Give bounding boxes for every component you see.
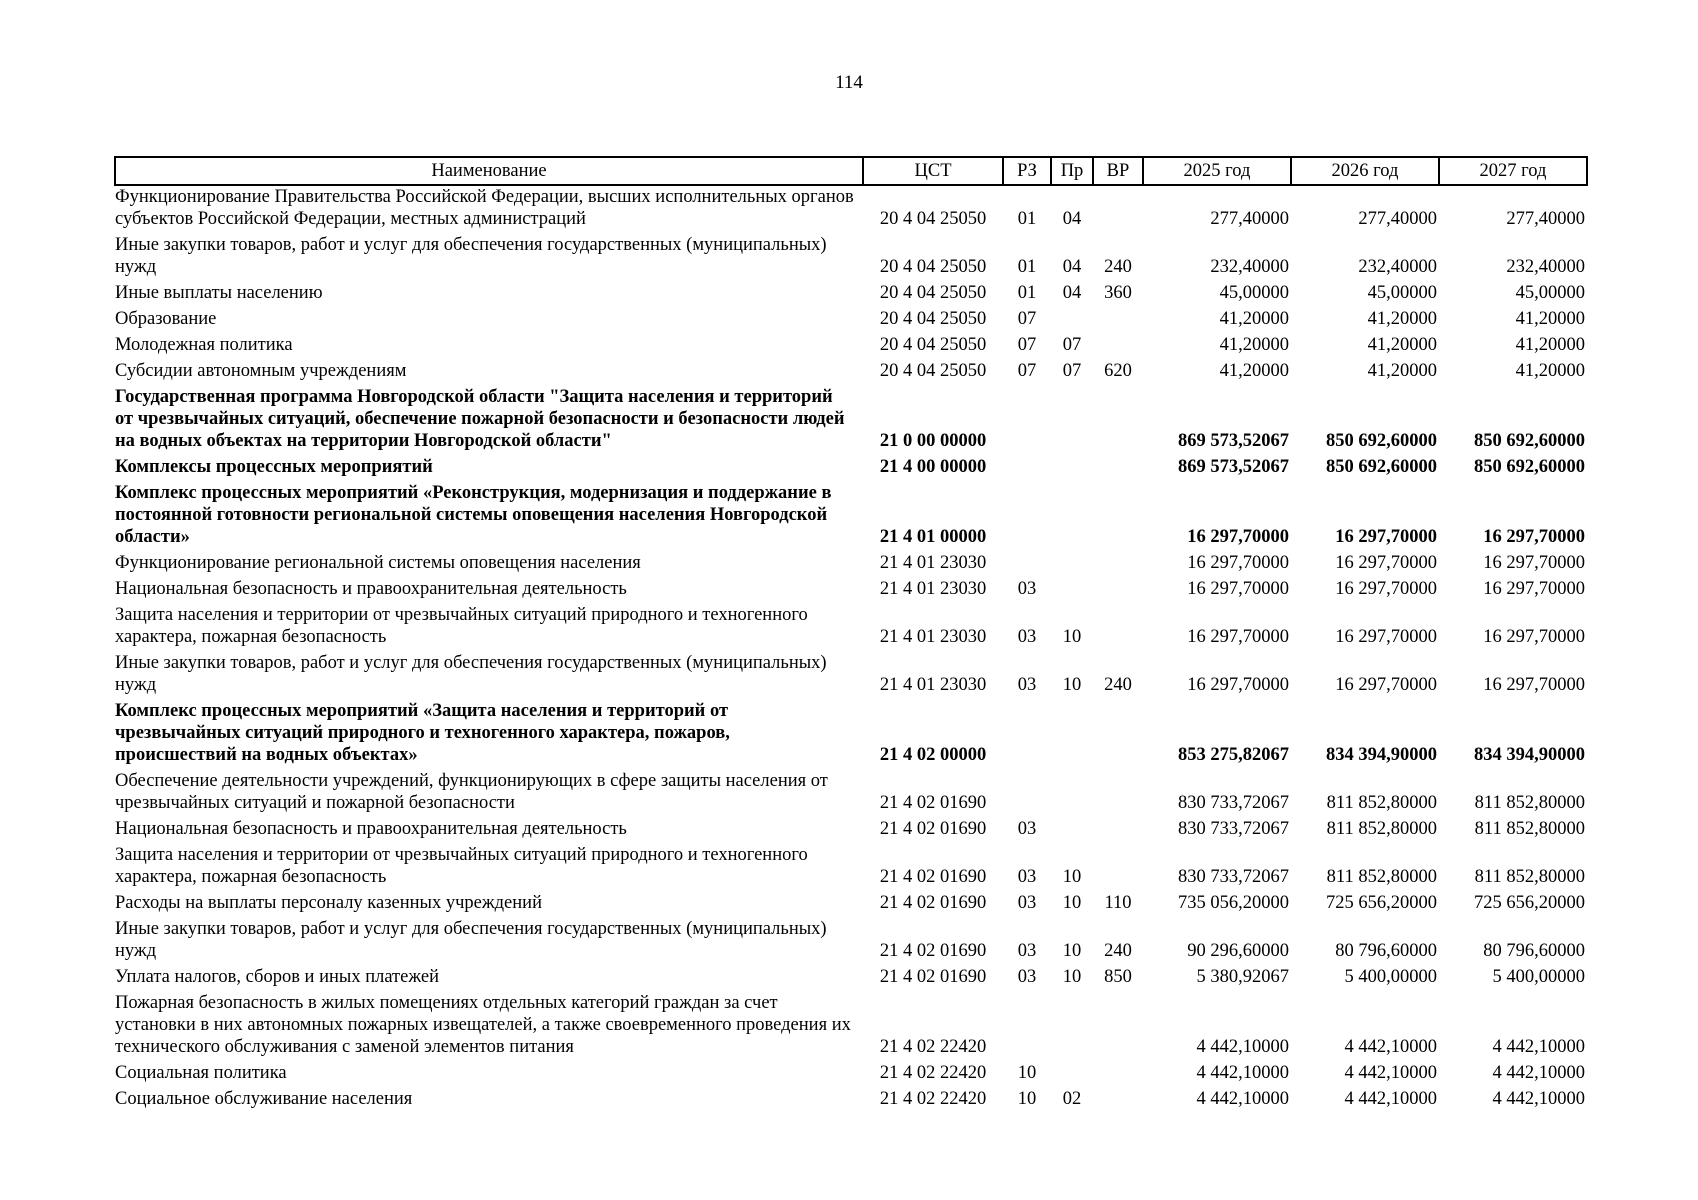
row-pr: 10 bbox=[1062, 941, 1082, 961]
row-name: Функционирование Правительства Российской Федерации, высших исполнительных органов субъектов Российской Федерации, местных администраций bbox=[115, 187, 854, 229]
row-name: Субсидии автономным учреждениям bbox=[115, 361, 407, 381]
row-2025: 735 056,20000 bbox=[1178, 893, 1289, 913]
row-2025: 16 297,70000 bbox=[1187, 675, 1289, 695]
row-2027: 16 297,70000 bbox=[1483, 579, 1585, 599]
row-cst: 20 4 04 25050 bbox=[879, 309, 987, 329]
row-vr bbox=[1093, 552, 1143, 578]
row-rz bbox=[1003, 482, 1051, 552]
row-cst: 21 4 02 01690 bbox=[879, 867, 987, 887]
row-pr: 10 bbox=[1062, 893, 1082, 913]
row-name: Национальная безопасность и правоохранительная деятельность bbox=[115, 579, 627, 599]
table-row bbox=[115, 1062, 1587, 1088]
table-row bbox=[115, 844, 1587, 892]
row-2026: 16 297,70000 bbox=[1335, 527, 1437, 547]
row-vr bbox=[1093, 700, 1143, 770]
row-vr bbox=[1093, 844, 1143, 892]
table-row bbox=[115, 552, 1587, 578]
row-2025: 830 733,72067 bbox=[1178, 819, 1289, 839]
row-2026: 277,40000 bbox=[1358, 209, 1437, 229]
row-cst: 20 4 04 25050 bbox=[879, 257, 987, 277]
row-cst: 20 4 04 25050 bbox=[879, 283, 987, 303]
row-2026: 4 442,10000 bbox=[1344, 1089, 1437, 1109]
row-2027: 16 297,70000 bbox=[1483, 675, 1585, 695]
row-2026: 16 297,70000 bbox=[1335, 675, 1437, 695]
row-2025: 232,40000 bbox=[1210, 257, 1289, 277]
table-row bbox=[115, 578, 1587, 604]
table-row bbox=[115, 992, 1587, 1062]
row-vr: 110 bbox=[1104, 893, 1132, 913]
row-pr bbox=[1051, 482, 1093, 552]
row-vr bbox=[1093, 818, 1143, 844]
row-pr bbox=[1051, 552, 1093, 578]
row-rz bbox=[1003, 456, 1051, 482]
table-row bbox=[115, 1088, 1587, 1114]
row-2026: 16 297,70000 bbox=[1335, 627, 1437, 647]
row-vr: 240 bbox=[1104, 257, 1132, 277]
row-cst: 21 4 01 23030 bbox=[879, 553, 987, 573]
row-2026: 16 297,70000 bbox=[1335, 553, 1437, 573]
row-2026: 41,20000 bbox=[1367, 309, 1437, 329]
row-cst: 21 4 02 22420 bbox=[879, 1089, 987, 1109]
row-pr bbox=[1051, 992, 1093, 1062]
row-vr bbox=[1093, 482, 1143, 552]
row-rz: 10 bbox=[1017, 1089, 1037, 1109]
row-rz: 03 bbox=[1017, 867, 1037, 887]
row-2026: 811 852,80000 bbox=[1326, 867, 1437, 887]
table-row bbox=[115, 185, 1587, 234]
row-2026: 850 692,60000 bbox=[1326, 457, 1437, 477]
row-name: Иные выплаты населению bbox=[115, 283, 323, 303]
row-name: Образование bbox=[115, 309, 217, 329]
table-row bbox=[115, 334, 1587, 360]
row-cst: 21 4 01 23030 bbox=[879, 675, 987, 695]
table-row bbox=[115, 818, 1587, 844]
row-2026: 80 796,60000 bbox=[1335, 941, 1437, 961]
row-name: Защита населения и территории от чрезвычайных ситуаций природного и техногенного характера, пожарная безопасность bbox=[115, 605, 808, 647]
row-rz bbox=[1003, 992, 1051, 1062]
row-name: Расходы на выплаты персоналу казенных учреждений bbox=[115, 893, 542, 913]
row-name: Социальная политика bbox=[115, 1063, 287, 1083]
row-cst: 20 4 04 25050 bbox=[879, 361, 987, 381]
row-rz: 01 bbox=[1017, 209, 1037, 229]
row-pr bbox=[1051, 1062, 1093, 1088]
row-2027: 232,40000 bbox=[1506, 257, 1585, 277]
table-row bbox=[115, 234, 1587, 282]
row-vr bbox=[1093, 992, 1143, 1062]
row-2027: 811 852,80000 bbox=[1474, 867, 1585, 887]
row-2027: 850 692,60000 bbox=[1474, 431, 1585, 451]
row-2025: 5 380,92067 bbox=[1196, 967, 1289, 987]
row-2025: 4 442,10000 bbox=[1196, 1063, 1289, 1083]
row-vr bbox=[1093, 770, 1143, 818]
row-cst: 21 4 02 01690 bbox=[879, 967, 987, 987]
row-rz: 03 bbox=[1017, 819, 1037, 839]
row-pr: 04 bbox=[1062, 283, 1082, 303]
row-cst: 21 4 02 22420 bbox=[879, 1063, 987, 1083]
row-vr: 620 bbox=[1104, 361, 1132, 381]
row-2027: 41,20000 bbox=[1515, 361, 1585, 381]
table-body bbox=[115, 185, 1587, 1114]
row-rz: 01 bbox=[1017, 257, 1037, 277]
row-name: Комплексы процессных мероприятий bbox=[115, 457, 433, 477]
row-2027: 4 442,10000 bbox=[1492, 1037, 1585, 1057]
row-pr: 04 bbox=[1062, 257, 1082, 277]
header-2025: 2025 год bbox=[1143, 157, 1291, 185]
row-cst: 20 4 04 25050 bbox=[879, 209, 987, 229]
row-2025: 45,00000 bbox=[1219, 283, 1289, 303]
row-name: Функционирование региональной системы оповещения населения bbox=[115, 553, 641, 573]
row-pr bbox=[1051, 700, 1093, 770]
header-cst: ЦСТ bbox=[863, 157, 1003, 185]
row-2025: 853 275,82067 bbox=[1178, 745, 1289, 765]
page-number: 114 bbox=[835, 72, 863, 93]
row-2025: 277,40000 bbox=[1210, 209, 1289, 229]
row-rz: 07 bbox=[1017, 309, 1037, 329]
row-2025: 41,20000 bbox=[1219, 335, 1289, 355]
row-rz: 01 bbox=[1017, 283, 1037, 303]
row-2025: 16 297,70000 bbox=[1187, 627, 1289, 647]
row-pr: 04 bbox=[1062, 209, 1082, 229]
row-cst: 21 4 01 00000 bbox=[879, 527, 987, 547]
row-vr bbox=[1093, 1088, 1143, 1114]
row-2027: 277,40000 bbox=[1506, 209, 1585, 229]
header-vr: ВР bbox=[1093, 157, 1143, 185]
row-2026: 811 852,80000 bbox=[1326, 819, 1437, 839]
table-row bbox=[115, 482, 1587, 552]
row-pr: 10 bbox=[1062, 627, 1082, 647]
row-vr bbox=[1093, 578, 1143, 604]
row-cst: 21 0 00 00000 bbox=[879, 431, 987, 451]
row-name: Молодежная политика bbox=[115, 335, 293, 355]
row-2027: 80 796,60000 bbox=[1483, 941, 1585, 961]
table-row bbox=[115, 966, 1587, 992]
row-2026: 5 400,00000 bbox=[1344, 967, 1437, 987]
row-rz: 03 bbox=[1017, 941, 1037, 961]
row-vr bbox=[1093, 334, 1143, 360]
row-2025: 16 297,70000 bbox=[1187, 553, 1289, 573]
row-rz: 10 bbox=[1017, 1063, 1037, 1083]
row-pr: 10 bbox=[1062, 675, 1082, 695]
row-cst: 21 4 02 01690 bbox=[879, 893, 987, 913]
row-2025: 4 442,10000 bbox=[1196, 1037, 1289, 1057]
row-name: Пожарная безопасность в жилых помещениях отдельных категорий граждан за счет установки в них автономных пожарных извещателей, а также своевременного проведения их технического обслуживания с заменой элементов питания bbox=[115, 993, 851, 1057]
row-vr bbox=[1093, 386, 1143, 456]
row-pr: 10 bbox=[1062, 967, 1082, 987]
row-2025: 41,20000 bbox=[1219, 309, 1289, 329]
row-cst: 21 4 01 23030 bbox=[879, 579, 987, 599]
row-name: Иные закупки товаров, работ и услуг для обеспечения государственных (муниципальных) нужд bbox=[115, 919, 827, 961]
table-row bbox=[115, 652, 1587, 700]
row-vr bbox=[1093, 1062, 1143, 1088]
row-rz: 03 bbox=[1017, 893, 1037, 913]
row-pr: 07 bbox=[1062, 361, 1082, 381]
row-pr bbox=[1051, 818, 1093, 844]
row-cst: 21 4 02 01690 bbox=[879, 941, 987, 961]
row-2026: 4 442,10000 bbox=[1344, 1063, 1437, 1083]
row-2026: 45,00000 bbox=[1367, 283, 1437, 303]
row-2027: 16 297,70000 bbox=[1483, 527, 1585, 547]
row-rz bbox=[1003, 552, 1051, 578]
row-pr bbox=[1051, 308, 1093, 334]
row-2027: 16 297,70000 bbox=[1483, 627, 1585, 647]
row-cst: 21 4 02 01690 bbox=[879, 793, 987, 813]
row-2026: 811 852,80000 bbox=[1326, 793, 1437, 813]
row-vr: 850 bbox=[1104, 967, 1132, 987]
row-2025: 4 442,10000 bbox=[1196, 1089, 1289, 1109]
row-cst: 20 4 04 25050 bbox=[879, 335, 987, 355]
row-2026: 834 394,90000 bbox=[1326, 745, 1437, 765]
row-rz bbox=[1003, 770, 1051, 818]
row-2026: 4 442,10000 bbox=[1344, 1037, 1437, 1057]
row-2025: 830 733,72067 bbox=[1178, 793, 1289, 813]
row-2027: 811 852,80000 bbox=[1474, 793, 1585, 813]
row-cst: 21 4 02 22420 bbox=[879, 1037, 987, 1057]
row-vr bbox=[1093, 185, 1143, 234]
row-vr bbox=[1093, 308, 1143, 334]
header-pr: Пр bbox=[1051, 157, 1093, 185]
row-2025: 41,20000 bbox=[1219, 361, 1289, 381]
row-pr bbox=[1051, 578, 1093, 604]
row-name: Иные закупки товаров, работ и услуг для обеспечения государственных (муниципальных) нужд bbox=[115, 235, 827, 277]
row-2026: 232,40000 bbox=[1358, 257, 1437, 277]
row-cst: 21 4 01 23030 bbox=[879, 627, 987, 647]
row-name: Национальная безопасность и правоохранительная деятельность bbox=[115, 819, 627, 839]
row-rz: 03 bbox=[1017, 627, 1037, 647]
row-2026: 850 692,60000 bbox=[1326, 431, 1437, 451]
table-row bbox=[115, 770, 1587, 818]
row-2027: 41,20000 bbox=[1515, 335, 1585, 355]
row-2027: 811 852,80000 bbox=[1474, 819, 1585, 839]
table-header bbox=[115, 157, 1587, 185]
row-vr bbox=[1093, 604, 1143, 652]
row-name: Государственная программа Новгородской области "Защита населения и территорий от чрезвычайных ситуаций, обеспечение пожарной безопасности и безопасности людей на водных объектах на территории Новгородской области" bbox=[115, 387, 845, 451]
row-cst: 21 4 02 00000 bbox=[879, 745, 987, 765]
row-name: Защита населения и территории от чрезвычайных ситуаций природного и техногенного характера, пожарная безопасность bbox=[115, 845, 808, 887]
header-name: Наименование bbox=[115, 157, 863, 185]
row-2026: 41,20000 bbox=[1367, 361, 1437, 381]
row-vr bbox=[1093, 456, 1143, 482]
row-pr: 02 bbox=[1062, 1089, 1082, 1109]
row-rz bbox=[1003, 700, 1051, 770]
row-2025: 16 297,70000 bbox=[1187, 527, 1289, 547]
table-row bbox=[115, 700, 1587, 770]
row-cst: 21 4 02 01690 bbox=[879, 819, 987, 839]
row-2027: 5 400,00000 bbox=[1492, 967, 1585, 987]
row-2027: 45,00000 bbox=[1515, 283, 1585, 303]
table-row bbox=[115, 604, 1587, 652]
table-row bbox=[115, 918, 1587, 966]
row-rz: 03 bbox=[1017, 675, 1037, 695]
row-name: Уплата налогов, сборов и иных платежей bbox=[115, 967, 440, 987]
row-2027: 725 656,20000 bbox=[1474, 893, 1585, 913]
row-2027: 850 692,60000 bbox=[1474, 457, 1585, 477]
table-row bbox=[115, 892, 1587, 918]
row-rz: 07 bbox=[1017, 361, 1037, 381]
header-2027: 2027 год bbox=[1439, 157, 1587, 185]
row-name: Иные закупки товаров, работ и услуг для обеспечения государственных (муниципальных) нужд bbox=[115, 653, 827, 695]
table-row bbox=[115, 456, 1587, 482]
header-2026: 2026 год bbox=[1291, 157, 1439, 185]
row-pr bbox=[1051, 770, 1093, 818]
row-name: Социальное обслуживание населения bbox=[115, 1089, 413, 1109]
row-rz: 07 bbox=[1017, 335, 1037, 355]
row-2025: 830 733,72067 bbox=[1178, 867, 1289, 887]
row-2025: 90 296,60000 bbox=[1187, 941, 1289, 961]
row-pr bbox=[1051, 386, 1093, 456]
row-rz: 03 bbox=[1017, 579, 1037, 599]
row-2027: 834 394,90000 bbox=[1474, 745, 1585, 765]
table-row bbox=[115, 386, 1587, 456]
row-2026: 725 656,20000 bbox=[1326, 893, 1437, 913]
row-2025: 16 297,70000 bbox=[1187, 579, 1289, 599]
row-name: Комплекс процессных мероприятий «Защита населения и территорий от чрезвычайных ситуаций природного и техногенного характера, пожаров, происшествий на водных объектах» bbox=[115, 701, 730, 765]
row-pr: 10 bbox=[1062, 867, 1082, 887]
row-pr: 07 bbox=[1062, 335, 1082, 355]
row-2027: 4 442,10000 bbox=[1492, 1089, 1585, 1109]
row-cst: 21 4 00 00000 bbox=[879, 457, 987, 477]
row-vr: 240 bbox=[1104, 675, 1132, 695]
row-name: Комплекс процессных мероприятий «Реконструкция, модернизация и поддержание в постоянной готовности региональной системы оповещения населения Новгородской области» bbox=[115, 483, 832, 547]
table-row bbox=[115, 360, 1587, 386]
row-2026: 16 297,70000 bbox=[1335, 579, 1437, 599]
row-2025: 869 573,52067 bbox=[1178, 457, 1289, 477]
row-pr bbox=[1051, 456, 1093, 482]
row-2025: 869 573,52067 bbox=[1178, 431, 1289, 451]
row-name: Обеспечение деятельности учреждений, функционирующих в сфере защиты населения от чрезвычайных ситуаций и пожарной безопасности bbox=[115, 771, 828, 813]
row-2027: 16 297,70000 bbox=[1483, 553, 1585, 573]
budget-table bbox=[114, 156, 1588, 1114]
row-2027: 4 442,10000 bbox=[1492, 1063, 1585, 1083]
row-2027: 41,20000 bbox=[1515, 309, 1585, 329]
header-rz: РЗ bbox=[1003, 157, 1051, 185]
row-vr: 240 bbox=[1104, 941, 1132, 961]
row-2026: 41,20000 bbox=[1367, 335, 1437, 355]
row-rz bbox=[1003, 386, 1051, 456]
row-vr: 360 bbox=[1104, 283, 1132, 303]
row-rz: 03 bbox=[1017, 967, 1037, 987]
table-row bbox=[115, 308, 1587, 334]
table-row bbox=[115, 282, 1587, 308]
